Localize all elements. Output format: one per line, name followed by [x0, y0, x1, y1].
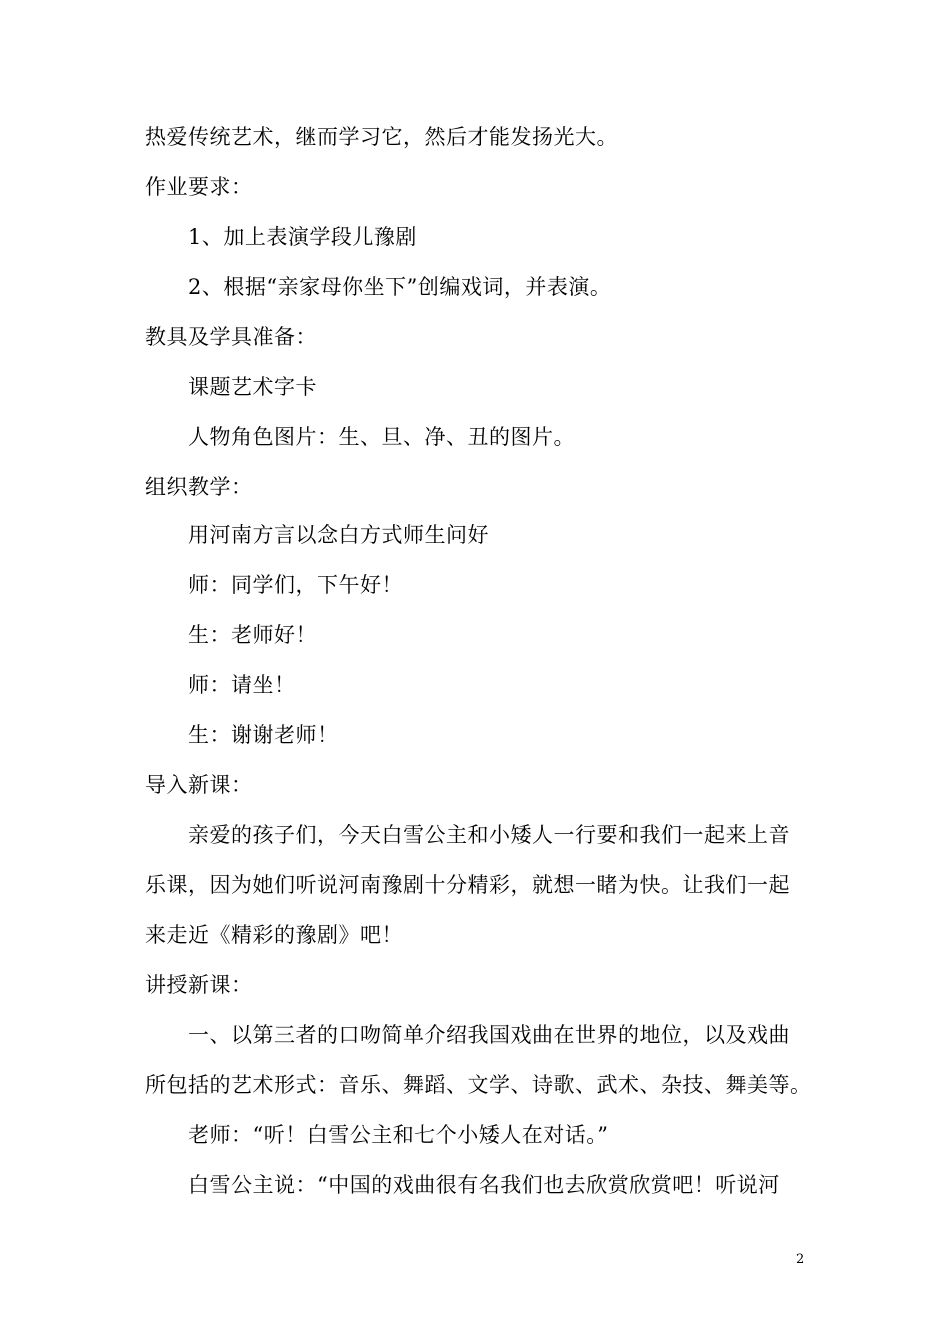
text-line: 来走近《精彩的豫剧》吧！	[145, 923, 403, 947]
dialogue-line: 生：谢谢老师！	[188, 723, 339, 747]
text-line: 乐课，因为她们听说河南豫剧十分精彩，就想一睹为快。让我们一起	[145, 873, 790, 897]
dialogue-line: 师：请坐！	[188, 673, 296, 697]
page-number: 2	[796, 1252, 805, 1267]
section-heading: 教具及学具准备：	[145, 325, 317, 349]
text-line: 亲爱的孩子们，今天白雪公主和小矮人一行要和我们一起来上音	[188, 823, 790, 847]
text-line: 一、以第三者的口吻简单介绍我国戏曲在世界的地位，以及戏曲	[188, 1023, 790, 1047]
text-line: 课题艺术字卡	[188, 375, 317, 399]
section-heading: 组织教学：	[145, 475, 253, 499]
text-line: 所包括的艺术形式：音乐、舞蹈、文学、诗歌、武术、杂技、舞美等。	[145, 1073, 812, 1097]
text-line: 热爱传统艺术，继而学习它，然后才能发扬光大。	[145, 125, 618, 149]
dialogue-line: 生：老师好！	[188, 623, 317, 647]
dialogue-line: 师：同学们，下午好！	[188, 573, 403, 597]
section-heading: 作业要求：	[145, 175, 253, 199]
section-heading: 讲授新课：	[145, 973, 253, 997]
text-line: 用河南方言以念白方式师生问好	[188, 523, 489, 547]
dialogue-line: 白雪公主说：“中国的戏曲很有名我们也去欣赏欣赏吧！听说河	[188, 1173, 780, 1197]
text-line: 2、根据“亲家母你坐下”创编戏词，并表演。	[188, 275, 612, 299]
section-heading: 导入新课：	[145, 773, 253, 797]
dialogue-line: 老师：“听！白雪公主和七个小矮人在对话。”	[188, 1123, 609, 1147]
text-line: 1、加上表演学段儿豫剧	[188, 225, 417, 249]
text-line: 人物角色图片：生、旦、净、丑的图片。	[188, 425, 575, 449]
